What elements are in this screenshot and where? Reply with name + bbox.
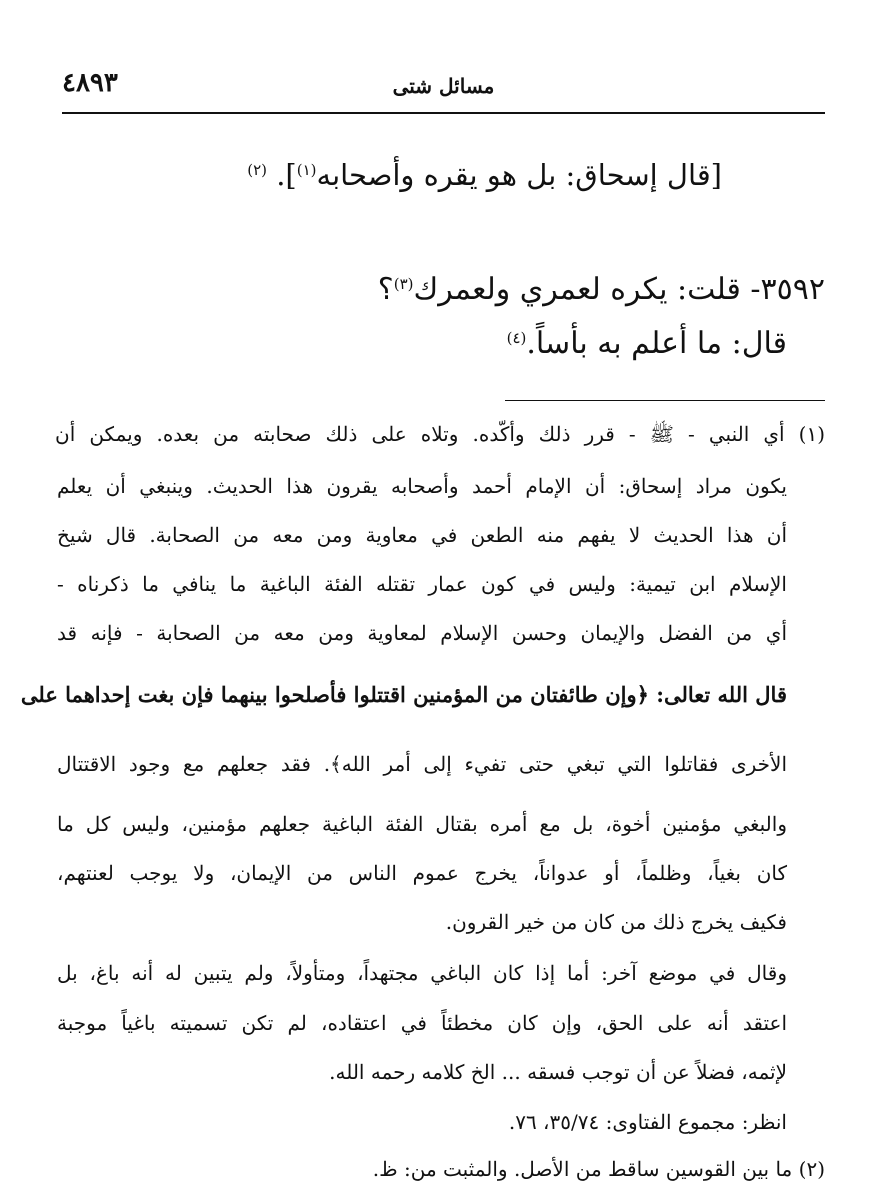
footnote-line: وقال في موضع آخر: أما إذا كان الباغي مجتهداً، ومتأولاً، ولم يتبين له أنه باغ، بل: [57, 961, 787, 985]
footnote-ref-1: (١): [296, 161, 317, 179]
footnote-ref-4: (٤): [506, 329, 527, 347]
running-title: مسائل شتى: [392, 74, 495, 98]
footnote-ref-3: (٣): [393, 275, 414, 293]
footnote-rule: [505, 400, 825, 401]
question-text: ٣٥٩٢- قلت: يكره لعمري ولعمرك: [413, 272, 825, 307]
footnote-line: فكيف يخرج ذلك من كان من خير القرون.: [445, 910, 787, 934]
footnote-line: اعتقد أنه على الحق، وإن كان مخطئاً في اعتقاده، لم تكن تسميته باغياً موجبة: [57, 1011, 788, 1035]
footnote-line: أي من الفضل والإيمان وحسن الإسلام لمعاوية ومن معه من الصحابة - فإنه قد: [57, 621, 787, 645]
page-header: [62, 62, 825, 106]
footnote-line: يكون مراد إسحاق: أن الإمام أحمد وأصحابه يقرون هذا الحديث. وينبغي أن يعلم: [57, 474, 787, 498]
footnote-ref-2: (٢): [247, 161, 267, 179]
answer-text: قال: ما أعلم به بأساً.: [526, 326, 787, 361]
footnote-line-verse-end: الأخرى فقاتلوا التي تبغي حتى تفيء إلى أمر الله﴾. فقد جعلهم مع وجود الاقتتال: [57, 752, 787, 776]
footnote-line: (١) أي النبي - ﷺ - قرر ذلك وأكّده. وتلاه على ذلك صحابته من بعده. ويمكن أن: [55, 422, 825, 446]
ishaq-close: ].: [276, 158, 297, 192]
footnote-line: أن هذا الحديث لا يفهم منه الطعن في معاوية ومن معه من الصحابة. قال شيخ: [57, 523, 787, 547]
footnote-line: كان بغياً، وظلماً، أو عدواناً، يخرج عموم الناس من الإيمان، ولا يوجب لعنتهم،: [57, 861, 787, 885]
footnote-line-verse: قال الله تعالى: ﴿وإن طائفتان من المؤمنين اقتتلوا فأصلحوا بينهما فإن بغت إحداهما على: [20, 682, 787, 707]
ishaq-statement: [102, 158, 722, 192]
issue-question: [125, 272, 825, 307]
issue-answer: [127, 326, 787, 361]
footnote-line: الإسلام ابن تيمية: وليس في كون عمار تقتله الفئة الباغية ما ينافي ما ذكرناه -: [57, 572, 787, 596]
ishaq-text: [قال إسحاق: بل هو يقره وأصحابه: [316, 158, 722, 192]
page-number: ٤٨٩٣: [62, 68, 118, 98]
question-mark: ؟: [377, 272, 394, 307]
footnote-source: انظر: مجموع الفتاوى: ٣٥/٧٤، ٧٦.: [508, 1110, 787, 1134]
header-rule: [62, 112, 825, 114]
footnote-line: لإثمه، فضلاً عن أن توجب فسقه ... الخ كلامه رحمه الله.: [329, 1060, 787, 1084]
footnote-line: والبغي مؤمنين أخوة، بل مع أمره بقتال الفئة الباغية جعلهم مؤمنين، وليس كل ما: [57, 812, 787, 836]
footnote-line: (٢) ما بين القوسين ساقط من الأصل. والمثبت من: ظ.: [372, 1157, 825, 1181]
